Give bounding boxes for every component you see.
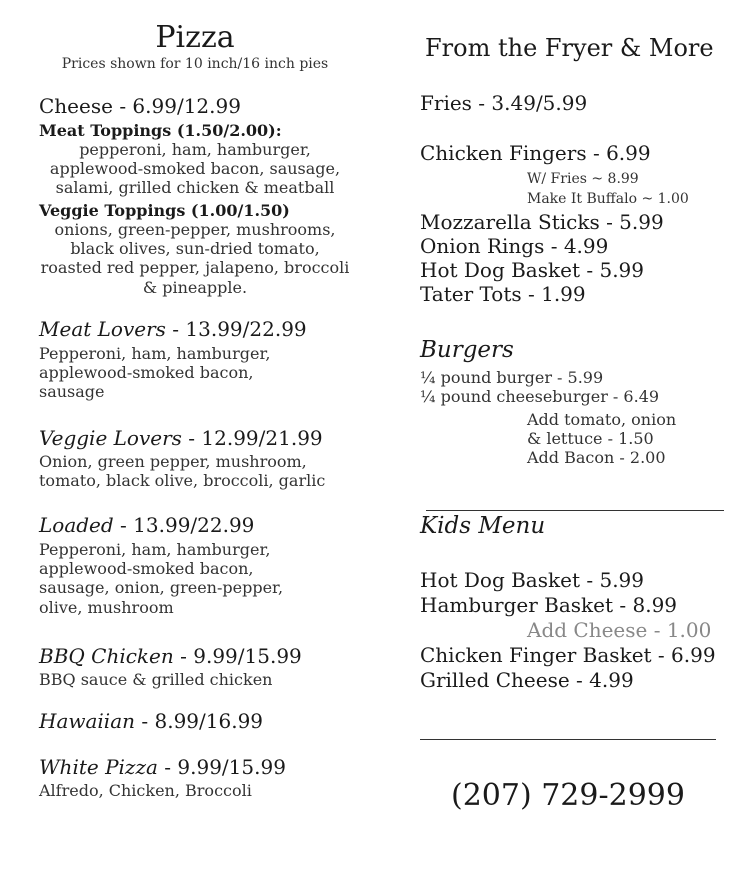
description-line: Pepperoni, ham, hamburger, xyxy=(39,540,271,559)
burger-addon: & lettuce - 1.50 xyxy=(527,429,654,449)
pizza-price: - 9.99/15.99 xyxy=(157,755,286,779)
description-line: sausage, onion, green-pepper, xyxy=(39,578,284,598)
veggie-toppings-list xyxy=(30,220,360,297)
description-line: olive, mushroom xyxy=(39,597,174,617)
fryer-item: Tater Tots - 1.99 xyxy=(420,282,586,306)
pizza-price: - 13.99/22.99 xyxy=(113,513,255,537)
white-pizza-description xyxy=(39,781,252,800)
burgers-title: Burgers xyxy=(420,337,514,363)
description-line: BBQ sauce & grilled chicken xyxy=(39,670,273,689)
pizza-name: White Pizza xyxy=(39,755,158,779)
pizza-price: - 8.99/16.99 xyxy=(135,709,264,733)
pizza-name: Hawaiian xyxy=(39,709,136,733)
veggie-toppings-line: onions, green-pepper, mushrooms, xyxy=(54,220,336,239)
fries-item: Fries - 3.49/5.99 xyxy=(420,91,588,115)
pizza-name: Loaded xyxy=(39,513,114,537)
description-line: applewood-smoked bacon, xyxy=(39,559,254,579)
burger-item: ¼ pound cheeseburger - 6.49 xyxy=(420,387,660,407)
white-pizza xyxy=(39,755,286,779)
veggie-lovers-pizza xyxy=(39,426,323,450)
burger-item: ¼ pound burger - 5.99 xyxy=(420,368,604,387)
veggie-lovers-description xyxy=(39,452,325,490)
meat-toppings-line: salami, grilled chicken & meatball xyxy=(55,178,335,198)
pizza-title: Pizza xyxy=(155,20,235,55)
meat-toppings-line: applewood-smoked bacon, sausage, xyxy=(49,159,341,179)
pizza-price: - 9.99/15.99 xyxy=(173,644,302,668)
veggie-toppings-label: Veggie Toppings (1.00/1.50) xyxy=(39,201,290,220)
loaded-description xyxy=(39,540,283,617)
cheese-pizza: Cheese - 6.99/12.99 xyxy=(39,94,241,118)
veggie-toppings-line: roasted red pepper, jalapeno, broccoli xyxy=(40,258,350,278)
hawaiian-pizza xyxy=(39,709,263,733)
pizza-name: Meat Lovers xyxy=(39,317,166,341)
description-line: tomato, black olive, broccoli, garlic xyxy=(39,471,326,491)
description-line: sausage xyxy=(39,382,105,402)
pizza-size-note: Prices shown for 10 inch/16 inch pies xyxy=(61,56,329,72)
kids-item-hamburger: Hamburger Basket - 8.99 xyxy=(420,593,678,617)
meat-toppings-label: Meat Toppings (1.50/2.00): xyxy=(39,121,282,140)
fryer-item: Hot Dog Basket - 5.99 xyxy=(420,258,644,282)
burger-addon: Add tomato, onion xyxy=(527,410,677,429)
chicken-fingers-fries-option: W/ Fries ~ 8.99 xyxy=(527,171,639,187)
loaded-pizza xyxy=(39,513,254,537)
meat-toppings-list xyxy=(30,140,360,198)
fryer-title: From the Fryer & More xyxy=(425,34,714,62)
meat-lovers-pizza xyxy=(39,317,307,341)
kids-item-hot-dog: Hot Dog Basket - 5.99 xyxy=(420,568,644,592)
kids-add-cheese: Add Cheese - 1.00 xyxy=(527,618,712,642)
meat-toppings-line: pepperoni, ham, hamburger, xyxy=(79,140,311,159)
divider xyxy=(426,510,724,511)
divider xyxy=(420,739,716,740)
bbq-chicken-description xyxy=(39,670,272,689)
phone-number: (207) 729-2999 xyxy=(451,778,685,813)
description-line: Alfredo, Chicken, Broccoli xyxy=(39,781,252,800)
kids-item-grilled-cheese: Grilled Cheese - 4.99 xyxy=(420,668,634,692)
bbq-chicken-pizza xyxy=(39,644,302,668)
description-line: Pepperoni, ham, hamburger, xyxy=(39,344,271,363)
chicken-fingers-item: Chicken Fingers - 6.99 xyxy=(420,141,651,165)
pizza-name: BBQ Chicken xyxy=(39,644,174,668)
description-line: Onion, green pepper, mushroom, xyxy=(39,452,307,471)
pizza-price: - 12.99/21.99 xyxy=(181,426,323,450)
veggie-toppings-line: & pineapple. xyxy=(142,277,248,297)
pizza-price: - 13.99/22.99 xyxy=(165,317,307,341)
kids-menu-title: Kids Menu xyxy=(420,513,546,539)
pizza-name: Veggie Lovers xyxy=(39,426,182,450)
chicken-fingers-buffalo-option: Make It Buffalo ~ 1.00 xyxy=(527,191,689,207)
meat-lovers-description xyxy=(39,344,270,402)
burgers-list xyxy=(420,368,659,406)
description-line: applewood-smoked bacon, xyxy=(39,363,254,383)
burger-addon: Add Bacon - 2.00 xyxy=(527,448,666,468)
kids-item-chicken-finger: Chicken Finger Basket - 6.99 xyxy=(420,643,716,667)
veggie-toppings-line: black olives, sun-dried tomato, xyxy=(70,239,320,259)
fryer-items-list xyxy=(420,210,664,306)
fryer-item: Onion Rings - 4.99 xyxy=(420,234,609,258)
burger-addons xyxy=(527,410,676,468)
fryer-item: Mozzarella Sticks - 5.99 xyxy=(420,210,664,234)
